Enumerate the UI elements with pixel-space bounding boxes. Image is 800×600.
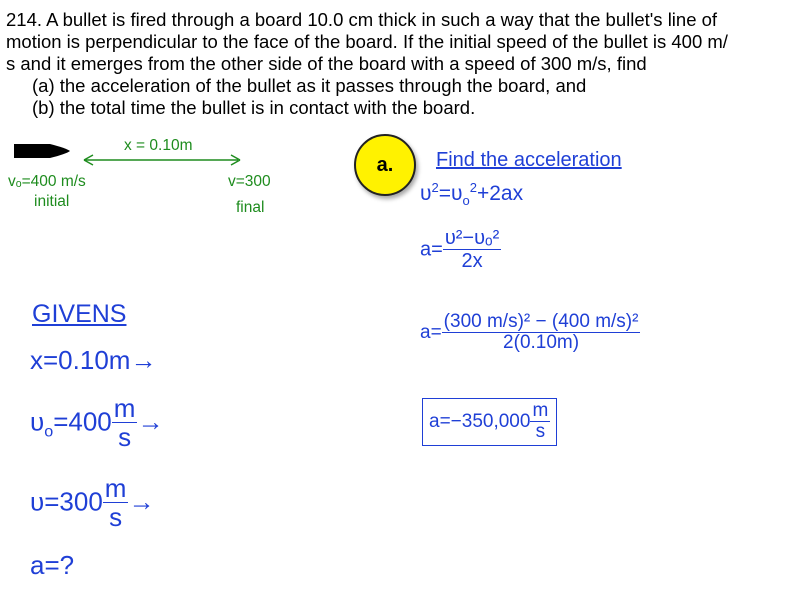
distance-label: x = 0.10m [124,137,193,154]
eq1-square: 2 [431,180,439,195]
given-v0-subscript: o [44,422,54,441]
given-initial-velocity [30,395,163,452]
eq1-v: υ [420,182,432,205]
result-value: a=−350,000 [429,410,531,432]
given-v-unit-num: m [104,473,127,503]
result-unit-den: s [535,420,546,442]
problem-line-1: 214. A bullet is fired through a board 10.0 cm thick in such a way that the bullet's line of [6,9,718,30]
given-v-value: υ=300 [30,486,103,517]
given-v0-arrow: → [137,406,164,437]
final-label: final [236,199,265,216]
given-final-velocity [30,475,154,532]
acceleration-result [422,398,557,446]
initial-label: initial [34,193,70,210]
part-a-heading: Find the acceleration [436,149,622,171]
problem-part-b: (b) the total time the bullet is in contact with the board. [32,97,476,118]
given-distance: x=0.10m→ [30,345,157,375]
given-v0-unit-num: m [113,393,136,423]
eq1-v0-square: 2 [469,180,477,195]
problem-part-a: (a) the acceleration of the bullet as it passes through the board, and [32,75,587,96]
problem-statement [6,9,798,119]
givens-heading: GIVENS [32,300,127,328]
eq1-rhs: +2ax [476,182,524,205]
eq2-numerator: υ²−υₒ² [444,227,500,249]
bullet-icon [14,144,70,158]
eq2-lhs: a= [420,238,443,261]
part-a-badge: a. [354,134,416,196]
substitution-equation [420,312,640,354]
initial-speed-label: vₒ=400 m/s [8,173,86,190]
eq3-denominator: 2(0.10m) [503,331,580,353]
eq3-numerator: (300 m/s)² − (400 m/s)² [443,311,639,332]
problem-line-3: s and it emerges from the other side of the board with a speed of 300 m/s, find [6,53,647,74]
kinematic-equation [420,180,523,208]
result-unit-num: m [532,400,549,421]
given-v0-value: =400 [53,406,112,437]
problem-line-2: motion is perpendicular to the face of the board. If the initial speed of the bullet is 400 m/ [6,31,728,52]
final-speed-label: v=300 [228,173,271,190]
acceleration-formula [420,228,501,272]
given-v0-symbol: υ [30,406,45,437]
given-v0-unit-den: s [118,422,132,453]
given-acceleration: a=? [30,550,75,580]
eq1-v0: =υ [438,182,463,205]
eq1-v0-subscript: o [462,193,470,209]
given-v-unit-den: s [109,502,123,533]
eq2-denominator: 2x [461,250,483,272]
eq3-lhs: a= [420,321,442,343]
given-v-arrow: → [128,486,155,517]
